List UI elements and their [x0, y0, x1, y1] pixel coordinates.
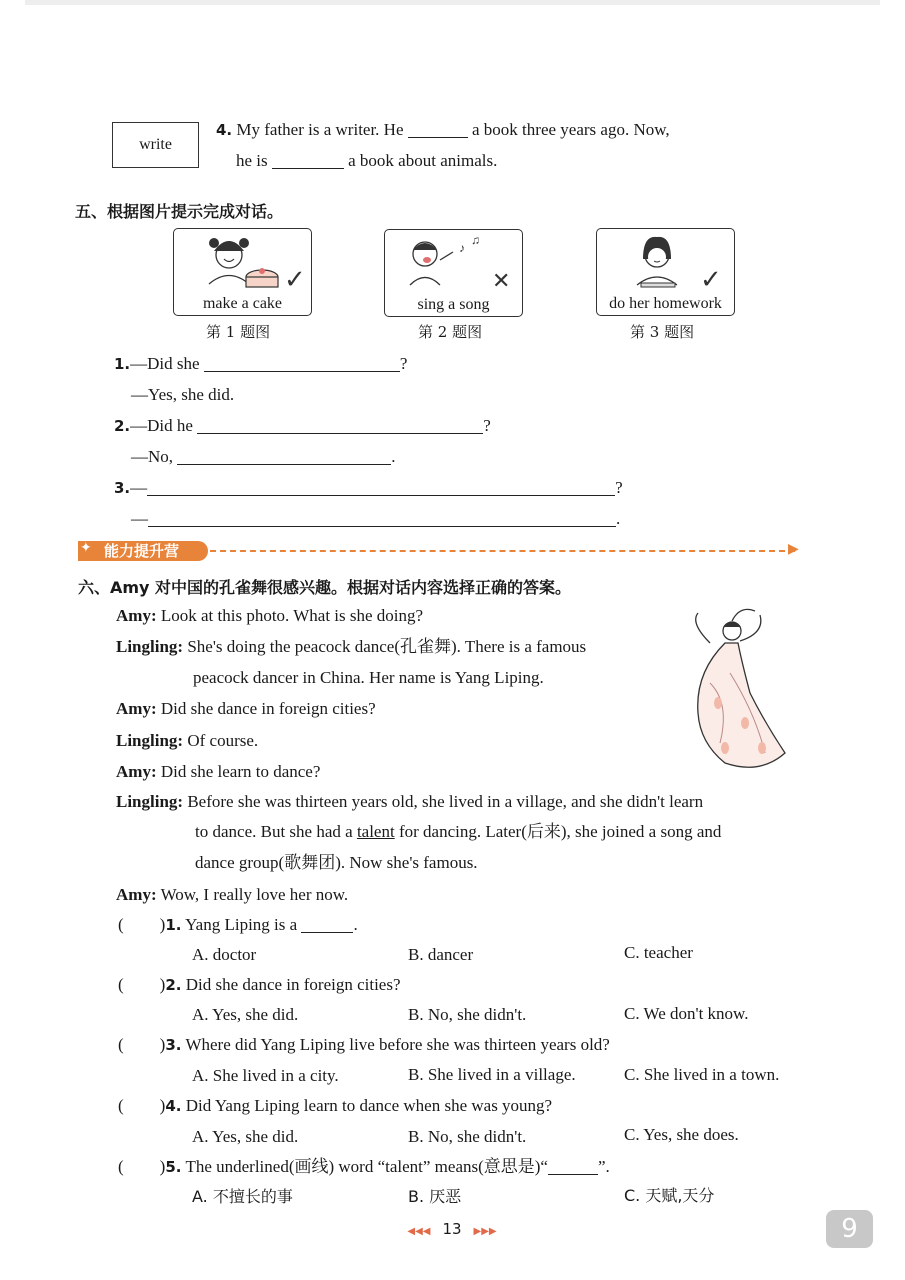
- question-number: 2.: [165, 976, 182, 994]
- s5-item-3-qmark: ?: [615, 478, 623, 497]
- dialogue-text: Did she learn to dance?: [160, 762, 321, 781]
- speaker-amy: Amy:: [116, 606, 157, 625]
- s5-item-3-answer-blank[interactable]: [148, 510, 616, 527]
- question-text: Yang Liping is a: [185, 915, 298, 934]
- s5-item-2-line2: [131, 446, 396, 468]
- dialogue-text: She's doing the peacock dance(孔雀舞). There is a famous: [187, 637, 587, 656]
- q4-blank-1[interactable]: [408, 121, 468, 138]
- q1-option-a: A. doctor: [192, 945, 257, 964]
- q4-option-b: B. No, she didn't.: [408, 1127, 527, 1146]
- question-number: 4.: [165, 1097, 182, 1115]
- s5-item-3-line1: [114, 477, 623, 499]
- q1-option-b: B. dancer: [408, 945, 474, 964]
- underlined-word-talent: talent: [356, 822, 395, 841]
- s5-item-2-blank[interactable]: [197, 417, 483, 434]
- banner-swirl-icon: ✦: [80, 541, 92, 556]
- dialogue-line-6: [116, 791, 703, 813]
- question-number: 3.: [165, 1036, 182, 1054]
- s5-item-3-answer-dash: —: [131, 509, 148, 528]
- s5-item-2-answer-blank[interactable]: [177, 448, 391, 465]
- q4-number: 4.: [216, 121, 233, 139]
- question-1-blank[interactable]: [301, 916, 353, 933]
- speaker-lingling: Lingling:: [116, 792, 184, 811]
- speaker-amy: Amy:: [116, 699, 157, 718]
- q2-option-c: C. We don't know.: [624, 1004, 749, 1023]
- s5-item-3-blank[interactable]: [147, 479, 615, 496]
- picture-2: [384, 229, 523, 317]
- answer-paren-open[interactable]: (: [118, 1035, 124, 1054]
- dialogue-text: Look at this photo. What is she doing?: [160, 606, 424, 625]
- s5-item-2-qmark: ?: [483, 416, 491, 435]
- section6-heading: 六、Amy 对中国的孔雀舞很感兴趣。根据对话内容选择正确的答案。: [78, 578, 572, 597]
- q4-line1: [216, 119, 670, 141]
- s5-item-3-dash: —: [130, 478, 148, 497]
- answer-paren-close: ): [159, 1035, 166, 1054]
- banner-dashed-line: [210, 550, 795, 552]
- dialogue-line-2: [116, 636, 586, 658]
- svg-text:♪: ♪: [459, 241, 465, 255]
- question-text: Did Yang Liping learn to dance when she was young?: [185, 1096, 553, 1115]
- q5-option-a: A. 不擅长的事: [192, 1187, 293, 1206]
- question-text: Did she dance in foreign cities?: [185, 975, 401, 994]
- cross-mark-icon: ✕: [492, 268, 511, 293]
- s5-item-3-line2: [131, 508, 620, 530]
- question-2: [118, 974, 401, 996]
- q4-line2-text-b: a book about animals.: [348, 151, 498, 170]
- page-number: 13: [442, 1220, 462, 1238]
- q4-line2-text-a: he is: [236, 151, 268, 170]
- check-mark-icon: ✓: [284, 265, 306, 294]
- answer-paren-close: ): [159, 1096, 166, 1115]
- q4-line1-text-a: My father is a writer. He: [236, 120, 404, 139]
- speaker-amy: Amy:: [116, 762, 157, 781]
- answer-paren-open[interactable]: (: [118, 915, 124, 934]
- dialogue-line-1: [116, 605, 423, 627]
- answer-paren-close: ): [159, 1157, 166, 1176]
- q4-option-c: C. Yes, she does.: [624, 1125, 739, 1144]
- picture-1-label: 第 1 题图: [206, 323, 271, 341]
- dialogue-line-3: [116, 698, 376, 720]
- answer-paren-open[interactable]: (: [118, 1096, 124, 1115]
- speaker-lingling: Lingling:: [116, 637, 184, 656]
- s5-item-2-period: .: [391, 447, 396, 466]
- dialogue-line-7: [116, 884, 348, 906]
- s5-item-1-qmark: ?: [399, 354, 408, 373]
- s5-item-2-line1: [114, 415, 491, 437]
- q5-option-c: C. 天赋,天分: [624, 1186, 715, 1205]
- s5-item-1-line2: —Yes, she did.: [131, 385, 235, 404]
- dialogue-text: Did she dance in foreign cities?: [160, 699, 376, 718]
- check-mark-icon-2: ✓: [700, 265, 722, 294]
- question-1: [118, 914, 358, 936]
- answer-paren-close: ): [159, 975, 166, 994]
- s5-item-1-question: —Did she: [130, 354, 200, 373]
- q4-line2: [236, 150, 497, 172]
- answer-paren-close: ): [159, 915, 166, 934]
- q3-option-a: A. She lived in a city.: [192, 1066, 339, 1085]
- banner-arrow-icon: ▶: [788, 542, 799, 557]
- dialogue-line-2b: peacock dancer in China. Her name is Yang Liping.: [193, 668, 544, 687]
- picture-3: [596, 228, 735, 316]
- picture-3-caption: do her homework: [609, 295, 722, 312]
- s5-item-1-line1: [114, 353, 407, 375]
- question-text: The underlined(画线) word “talent” means(意思是)“: [185, 1157, 548, 1176]
- s5-item-1-blank[interactable]: [204, 355, 400, 372]
- dialogue-text: Of course.: [187, 731, 259, 750]
- dialogue-text: Wow, I really love her now.: [160, 885, 349, 904]
- q3-option-c: C. She lived in a town.: [624, 1065, 780, 1084]
- next-arrows-icon: ▶▶▶: [473, 1226, 497, 1237]
- s5-item-2-question: —Did he: [130, 416, 193, 435]
- q1-option-c: C. teacher: [624, 943, 693, 962]
- section5-heading: 五、根据图片提示完成对话。: [75, 202, 284, 221]
- top-edge-shadow: [25, 0, 880, 5]
- prev-arrows-icon: ◀◀◀: [407, 1226, 431, 1237]
- page-footer: [372, 1220, 532, 1239]
- banner-title: 能力提升营: [104, 542, 180, 560]
- question-5-end: ”.: [597, 1157, 610, 1176]
- q4-blank-2[interactable]: [272, 152, 344, 169]
- dialogue-text: for dancing. Later(后来), she joined a song and: [398, 822, 722, 841]
- question-text: Where did Yang Liping live before she was thirteen years old?: [185, 1035, 610, 1054]
- speaker-amy: Amy:: [116, 885, 157, 904]
- dialogue-line-5: [116, 761, 320, 783]
- question-4: [118, 1095, 552, 1117]
- dialogue-line-4: [116, 730, 258, 752]
- answer-paren-open[interactable]: (: [118, 1157, 124, 1176]
- question-1-period: .: [353, 915, 358, 934]
- q4-option-a: A. Yes, she did.: [192, 1127, 299, 1146]
- q3-option-b: B. She lived in a village.: [408, 1065, 576, 1084]
- dialogue-text: Before she was thirteen years old, she lived in a village, and she didn't learn: [187, 792, 704, 811]
- svg-text:♫: ♫: [471, 233, 480, 247]
- s5-item-2-number: 2.: [114, 417, 131, 435]
- answer-paren-open[interactable]: (: [118, 975, 124, 994]
- s5-item-2-answer: —No,: [131, 447, 174, 466]
- question-5-blank[interactable]: [548, 1158, 598, 1175]
- s5-item-3-number: 3.: [114, 479, 131, 497]
- peacock-dancer-illustration: [670, 603, 795, 778]
- question-number: 1.: [165, 916, 182, 934]
- q5-option-b: B. 厌恶: [408, 1187, 462, 1206]
- image-count-badge[interactable]: 9: [826, 1210, 873, 1248]
- word-box: [112, 122, 199, 168]
- picture-2-caption: sing a song: [417, 296, 490, 313]
- dialogue-text: to dance. But she had a: [195, 822, 353, 841]
- speaker-lingling: Lingling:: [116, 731, 184, 750]
- picture-1-caption: make a cake: [202, 295, 283, 312]
- dialogue-line-6b: [195, 821, 721, 843]
- q4-line1-text-b: a book three years ago. Now,: [472, 120, 670, 139]
- q2-option-b: B. No, she didn't.: [408, 1005, 527, 1024]
- q2-option-a: A. Yes, she did.: [192, 1005, 299, 1024]
- question-5: [118, 1156, 610, 1178]
- question-3: [118, 1034, 610, 1056]
- ability-banner: [78, 541, 208, 561]
- picture-2-label: 第 2 题图: [418, 323, 483, 341]
- picture-1: [173, 228, 312, 316]
- dialogue-line-6c: dance group(歌舞团). Now she's famous.: [195, 853, 478, 872]
- word-box-text: write: [139, 136, 172, 153]
- s5-item-3-period: .: [616, 509, 621, 528]
- picture-3-label: 第 3 题图: [630, 323, 695, 341]
- s5-item-1-number: 1.: [114, 355, 131, 373]
- question-number: 5.: [165, 1158, 182, 1176]
